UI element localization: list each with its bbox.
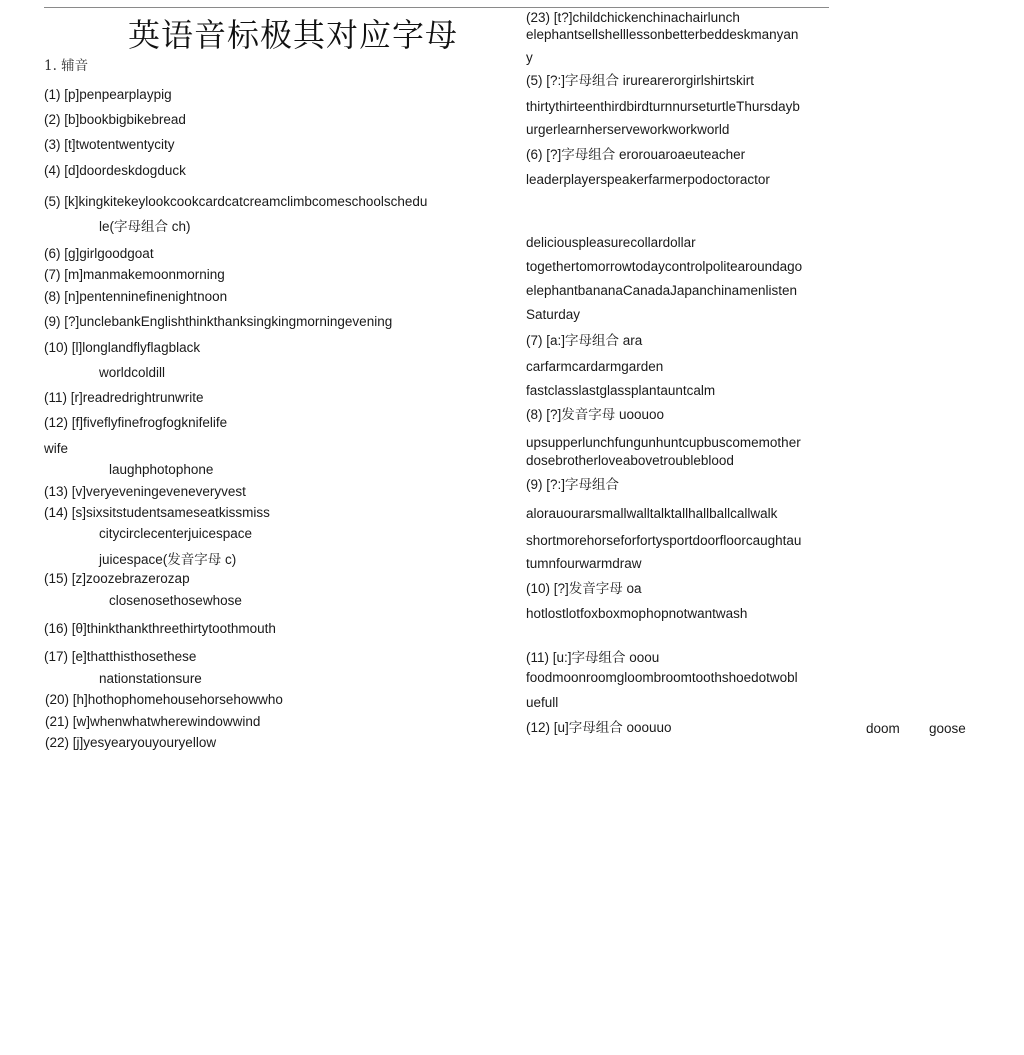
text-line: (10) [?]发音字母 oa: [526, 581, 642, 596]
text-line: (9) [?]unclebankEnglishthinkthanksingkingmorningevening: [44, 314, 393, 329]
text-line: (8) [?]发音字母 uoouoo: [526, 407, 665, 422]
top-rule: [44, 7, 829, 8]
text-line: closenosethosewhose: [109, 593, 242, 608]
text-line: (21) [w]whenwhatwherewindowwind: [45, 714, 261, 729]
text-line: worldcoldill: [99, 365, 166, 380]
text-line: (22) [j]yesyearyouyouryellow: [45, 735, 217, 750]
text-line: foodmoonroomgloombroomtoothshoedotwobl: [526, 670, 798, 685]
text-line: le(字母组合 ch): [99, 219, 191, 234]
text-line: (13) [v]veryeveningeveneveryvest: [44, 484, 246, 499]
text-line: (5) [?:]字母组合 irurearerorgirlshirtskirt: [526, 73, 755, 88]
text-line: tumnfourwarmdraw: [526, 556, 642, 571]
text-line: (11) [u:]字母组合 ooou: [526, 650, 660, 665]
text-line: (8) [n]pentenninefinenightnoon: [44, 289, 228, 304]
text-line: dosebrotherloveabovetroubleblood: [526, 453, 734, 468]
text-line: (12) [f]fiveflyfinefrogfogknifelife: [44, 415, 228, 430]
text-line: juicespace(发音字母 c): [99, 552, 237, 567]
text-line: (7) [a:]字母组合 ara: [526, 333, 643, 348]
text-line: hotlostlotfoxboxmophopnotwantwash: [526, 606, 748, 621]
text-line: elephantsellshelllessonbetterbeddeskmanyan: [526, 27, 799, 42]
section-heading: 1. 辅音: [44, 58, 89, 74]
text-line: laughphotophone: [109, 462, 214, 477]
text-line: (12) [u]字母组合 ooouuo: [526, 720, 672, 735]
text-line: (4) [d]doordeskdogduck: [44, 163, 186, 178]
text-line: thirtythirteenthirdbirdturnnurseturtleThursdayb: [526, 99, 800, 114]
text-line: (1) [p]penpearplaypig: [44, 87, 172, 102]
text-line: elephantbananaCanadaJapanchinamenlisten: [526, 283, 797, 298]
text-line: doom: [866, 721, 900, 736]
text-line: (23) [t?]childchickenchinachairlunch: [526, 10, 740, 25]
text-line: (2) [b]bookbigbikebread: [44, 112, 186, 127]
text-line: (20) [h]hothophomehousehorsehowwho: [45, 692, 283, 707]
text-line: (6) [?]字母组合 erorouaroaeuteacher: [526, 147, 746, 162]
text-line: urgerlearnherserveworkworkworld: [526, 122, 730, 137]
text-line: goose: [929, 721, 966, 736]
text-line: (7) [m]manmakemoonmorning: [44, 267, 225, 282]
text-line: uefull: [526, 695, 559, 710]
text-line: (14) [s]sixsitstudentsameseatkissmiss: [44, 505, 270, 520]
text-line: (11) [r]readredrightrunwrite: [44, 390, 204, 405]
text-line: citycirclecenterjuicespace: [99, 526, 253, 541]
text-line: (6) [g]girlgoodgoat: [44, 246, 154, 261]
text-line: wife: [44, 441, 69, 456]
text-line: (10) [l]longlandflyflagblack: [44, 340, 201, 355]
text-line: nationstationsure: [99, 671, 202, 686]
text-line: (16) [θ]thinkthankthreethirtytoothmouth: [44, 621, 276, 636]
text-line: Saturday: [526, 307, 581, 322]
text-line: (3) [t]twotentwentycity: [44, 137, 175, 152]
page-title: 英语音标极其对应字母: [128, 16, 459, 54]
text-line: fastclasslastglassplantauntcalm: [526, 383, 716, 398]
text-line: (9) [?:]字母组合: [526, 477, 620, 492]
text-line: leaderplayerspeakerfarmerpodoctoractor: [526, 172, 770, 187]
text-line: togethertomorrowtodaycontrolpolitearoundago: [526, 259, 803, 274]
text-line: upsupperlunchfungunhuntcupbuscomemother: [526, 435, 801, 450]
text-line: shortmorehorseforfortysportdoorfloorcaughtau: [526, 533, 802, 548]
text-line: (17) [e]thatthisthosethese: [44, 649, 197, 664]
text-line: (15) [z]zoozebrazerozap: [44, 571, 190, 586]
text-line: y: [526, 50, 533, 65]
text-line: deliciouspleasurecollardollar: [526, 235, 696, 250]
text-line: carfarmcardarmgarden: [526, 359, 664, 374]
text-line: alorauourarsmallwalltalktallhallballcallwalk: [526, 506, 778, 521]
text-line: (5) [k]kingkitekeylookcookcardcatcreamclimbcomeschoolschedu: [44, 194, 428, 209]
